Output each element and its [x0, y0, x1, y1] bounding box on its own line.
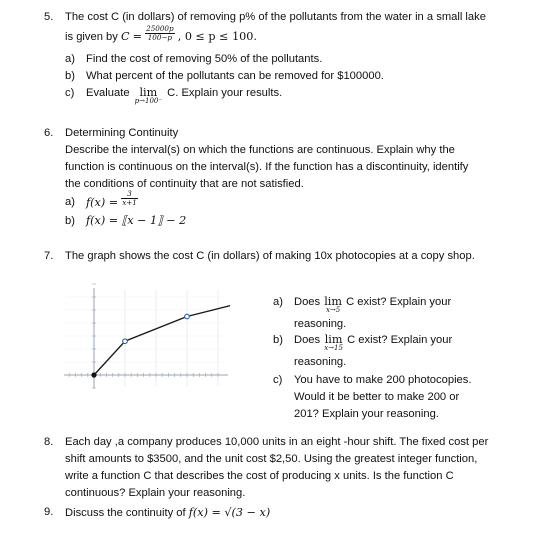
q7c-line3: 201? Explain your reasoning. [294, 408, 439, 420]
q7c-label: c) [273, 374, 283, 386]
q5b-text: What percent of the pollutants can be removed for $100000. [86, 70, 384, 82]
q7b-line2: reasoning. [294, 356, 347, 368]
q5-line2 [65, 23, 257, 43]
q7c-line2: Would it be better to make 200 or [294, 391, 460, 403]
graph-closed-dot [91, 372, 96, 377]
q5c-lim-text: lim [139, 86, 158, 99]
q6-body1: Describe the interval(s) on which the functions are continuous. Explain why the [65, 144, 455, 156]
q6b-label: b) [65, 215, 75, 227]
q5b-label: b) [65, 70, 75, 82]
q5a-text: Find the cost of removing 50% of the pollutants. [86, 53, 323, 65]
q6-number: 6. [44, 127, 54, 139]
q7-text: The graph shows the cost C (in dollars) of making 10x photocopies at a copy shop. [65, 250, 475, 262]
q9-pre: Discuss the continuity of [65, 507, 186, 519]
q5c-limit [135, 87, 162, 105]
q6-body2: function is continuous on the interval(s). If the function has a discontinuity, identify [65, 161, 469, 173]
q5c-line [86, 87, 282, 105]
graph-segment [187, 301, 230, 317]
q7b-line [294, 334, 452, 352]
q5c-label: c) [65, 87, 75, 99]
q8-line4: continuous? Explain your reasoning. [65, 487, 246, 499]
q7a-pre: Does [294, 296, 321, 308]
q7b-post: C exist? Explain your [347, 334, 453, 346]
q7b-label: b) [273, 334, 283, 346]
q8-line1: Each day ,a company produces 10,000 units in an eight -hour shift. The fixed cost per [65, 436, 489, 448]
q9-number: 9. [44, 506, 54, 518]
q7a-label: a) [273, 296, 283, 308]
q6-body3: the conditions of continuity that are not satisfied. [65, 178, 304, 190]
q7a-line2: reasoning. [294, 318, 347, 330]
q6a-label: a) [65, 196, 75, 208]
q5a-label: a) [65, 53, 75, 65]
q6a-num: 3 [121, 190, 138, 199]
q5-frac-num: 25000p [146, 23, 174, 33]
q5-fraction [145, 25, 174, 42]
q6a-lhs: f(x) = [86, 196, 119, 209]
graph-open-dot [185, 314, 190, 319]
q6a-expr [86, 189, 138, 209]
q7a-lim-text: lim [324, 295, 342, 308]
q7-graph [60, 282, 230, 392]
q7a-limit [324, 296, 342, 314]
q5-c-var: C [120, 30, 130, 43]
q5-range: , 0 ≤ p ≤ 100. [177, 30, 257, 43]
q5-number: 5. [44, 11, 54, 23]
q7a-line [294, 296, 451, 314]
q5c-post: C. Explain your results. [167, 87, 283, 99]
q7b-lim-text: lim [324, 333, 343, 346]
q7a-lim-under: x→5 [325, 306, 341, 314]
q5-equals: = [132, 30, 143, 43]
q8-number: 8. [44, 436, 54, 448]
q9-expr: f(x) = √(3 − x) [188, 506, 271, 519]
q7b-lim-under: x→15 [324, 344, 343, 352]
q5-frac-den: 100−p [147, 32, 173, 42]
q7a-post: C exist? Explain your [346, 296, 452, 308]
q5-given-by: is given by [65, 31, 118, 43]
q6b-expr: f(x) = ⟦x − 1⟧ − 2 [86, 214, 187, 227]
q5c-evaluate: Evaluate [86, 87, 130, 99]
q5-line1: The cost C (in dollars) of removing p% of the pollutants from the water in a small lake [65, 11, 486, 23]
graph-open-dot [123, 339, 128, 344]
q7b-limit [324, 334, 343, 352]
q7b-pre: Does [294, 334, 321, 346]
q9-line [65, 506, 270, 519]
graph-segment [94, 341, 125, 375]
q7-number: 7. [44, 250, 54, 262]
q8-line3: write a function C that describes the cost of producing x units. Is the function C [65, 470, 454, 482]
q7c-line1: You have to make 200 photocopies. [294, 374, 472, 386]
q5c-lim-under: p→100⁻ [134, 97, 163, 105]
q8-line2: shift amounts to $3500, and the unit cost $2,50. Using the greatest integer function, [65, 453, 478, 465]
q6a-den: x+1 [122, 198, 137, 208]
q6-title: Determining Continuity [65, 127, 179, 139]
q6a-fraction [121, 190, 138, 207]
